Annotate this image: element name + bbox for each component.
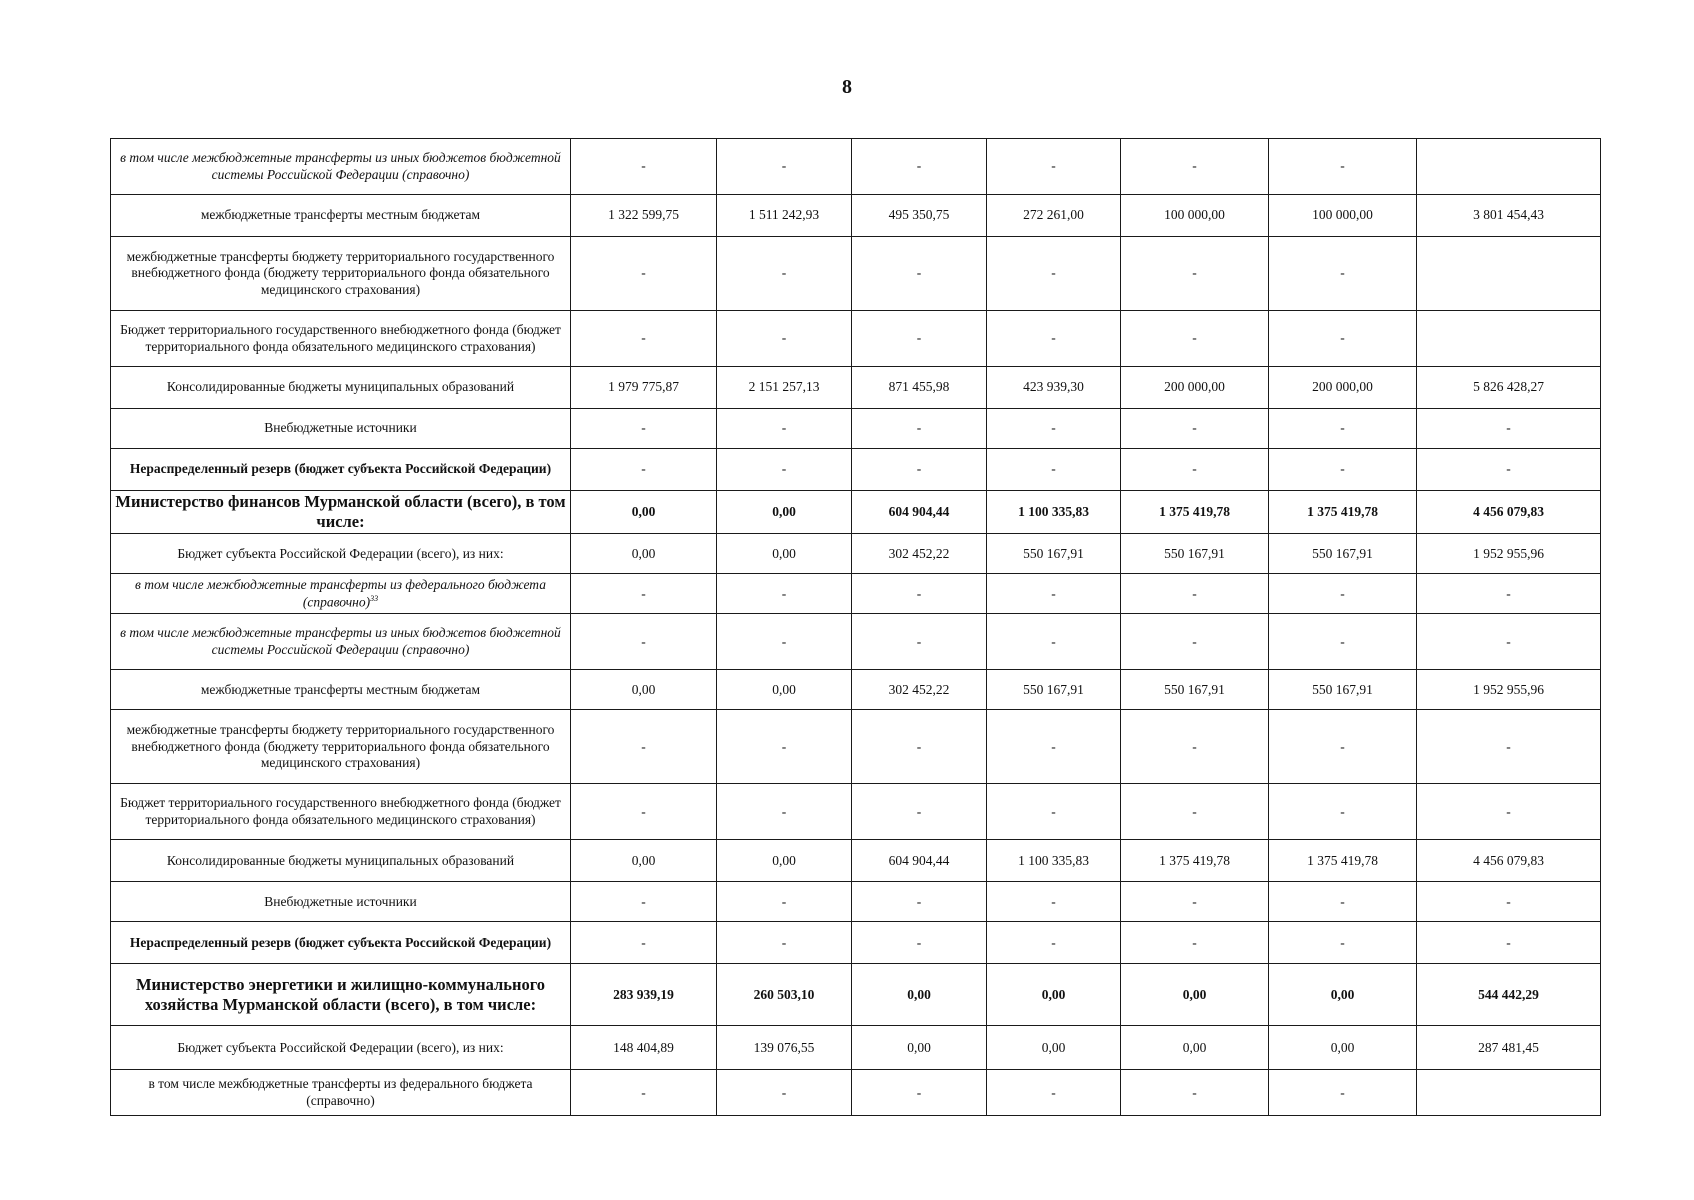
value-cell: - [571, 922, 717, 964]
value-cell: - [1269, 710, 1417, 784]
value-cell [1417, 139, 1601, 195]
row-label: межбюджетные трансферты бюджету территориального государственного внебюджетного фонда (бюджету территориального фонда обязательного медицинского страхования) [111, 237, 571, 311]
value-cell: - [852, 449, 987, 491]
table-row [111, 964, 1601, 1026]
value-cell: - [1121, 449, 1269, 491]
value-cell: - [717, 922, 852, 964]
value-cell: 100 000,00 [1269, 195, 1417, 237]
value-cell: - [571, 409, 717, 449]
row-label: Внебюджетные источники [111, 409, 571, 449]
value-cell: 0,00 [717, 534, 852, 574]
value-cell: - [1269, 449, 1417, 491]
value-cell: - [1417, 784, 1601, 840]
value-cell: 0,00 [852, 1026, 987, 1070]
table-row [111, 534, 1601, 574]
value-cell: - [852, 922, 987, 964]
value-cell: 100 000,00 [1121, 195, 1269, 237]
value-cell: - [1121, 574, 1269, 614]
table-row [111, 710, 1601, 784]
value-cell: - [1269, 139, 1417, 195]
value-cell: - [717, 784, 852, 840]
value-cell: 550 167,91 [987, 534, 1121, 574]
table-row [111, 195, 1601, 237]
value-cell: - [852, 1070, 987, 1116]
value-cell: - [717, 311, 852, 367]
page-number: 8 [842, 76, 852, 98]
row-label: Министерство финансов Мурманской области (всего), в том числе: [111, 491, 571, 534]
value-cell: - [1417, 409, 1601, 449]
row-label: Бюджет субъекта Российской Федерации (всего), из них: [111, 1026, 571, 1070]
value-cell: - [1121, 784, 1269, 840]
value-cell: 1 952 955,96 [1417, 670, 1601, 710]
value-cell: - [852, 710, 987, 784]
value-cell: 1 511 242,93 [717, 195, 852, 237]
table-row [111, 574, 1601, 614]
value-cell: - [987, 1070, 1121, 1116]
row-label: в том числе межбюджетные трансферты из федерального бюджета (справочно) [111, 1070, 571, 1116]
value-cell: 3 801 454,43 [1417, 195, 1601, 237]
value-cell: - [571, 784, 717, 840]
value-cell: 1 322 599,75 [571, 195, 717, 237]
value-cell: - [717, 449, 852, 491]
value-cell: - [987, 882, 1121, 922]
value-cell: - [1417, 922, 1601, 964]
value-cell: 0,00 [852, 964, 987, 1026]
value-cell: - [1269, 1070, 1417, 1116]
value-cell: - [717, 710, 852, 784]
value-cell: - [1269, 922, 1417, 964]
value-cell: 550 167,91 [1121, 670, 1269, 710]
value-cell: 200 000,00 [1269, 367, 1417, 409]
value-cell: - [717, 574, 852, 614]
value-cell: 604 904,44 [852, 491, 987, 534]
value-cell: - [1121, 311, 1269, 367]
value-cell: - [1121, 882, 1269, 922]
table-row [111, 784, 1601, 840]
value-cell: 1 375 419,78 [1269, 840, 1417, 882]
value-cell: 0,00 [571, 534, 717, 574]
value-cell: 0,00 [1269, 1026, 1417, 1070]
value-cell: 1 100 335,83 [987, 491, 1121, 534]
value-cell: - [1121, 922, 1269, 964]
value-cell: 1 979 775,87 [571, 367, 717, 409]
table-row [111, 1070, 1601, 1116]
table-row [111, 237, 1601, 311]
value-cell: - [987, 574, 1121, 614]
row-label: Нераспределенный резерв (бюджет субъекта Российской Федерации) [111, 449, 571, 491]
value-cell: 2 151 257,13 [717, 367, 852, 409]
value-cell: - [852, 574, 987, 614]
table-row [111, 491, 1601, 534]
value-cell: - [571, 139, 717, 195]
value-cell: 0,00 [717, 491, 852, 534]
value-cell: - [1121, 409, 1269, 449]
value-cell: - [1269, 409, 1417, 449]
value-cell: - [1269, 574, 1417, 614]
value-cell: 283 939,19 [571, 964, 717, 1026]
value-cell: - [571, 574, 717, 614]
value-cell [1417, 311, 1601, 367]
value-cell: - [571, 882, 717, 922]
table-row [111, 882, 1601, 922]
value-cell: - [571, 449, 717, 491]
value-cell: - [571, 710, 717, 784]
row-label: в том числе межбюджетные трансферты из иных бюджетов бюджетной системы Российской Федерации (справочно) [111, 614, 571, 670]
value-cell [1417, 1070, 1601, 1116]
row-label: Министерство энергетики и жилищно-коммунального хозяйства Мурманской области (всего), в том числе: [111, 964, 571, 1026]
value-cell: 550 167,91 [1269, 534, 1417, 574]
value-cell: - [1121, 139, 1269, 195]
value-cell: - [852, 614, 987, 670]
value-cell: 148 404,89 [571, 1026, 717, 1070]
row-label: Бюджет территориального государственного внебюджетного фонда (бюджет территориального фонда обязательного медицинского страхования) [111, 311, 571, 367]
value-cell: 0,00 [1121, 1026, 1269, 1070]
budget-table [110, 138, 1601, 1116]
budget-table-body [111, 139, 1601, 1116]
value-cell: 871 455,98 [852, 367, 987, 409]
table-row [111, 614, 1601, 670]
value-cell: - [852, 237, 987, 311]
value-cell: - [717, 614, 852, 670]
value-cell: 200 000,00 [1121, 367, 1269, 409]
value-cell: 4 456 079,83 [1417, 840, 1601, 882]
row-label: Консолидированные бюджеты муниципальных образований [111, 367, 571, 409]
table-row [111, 922, 1601, 964]
value-cell: 423 939,30 [987, 367, 1121, 409]
value-cell: 495 350,75 [852, 195, 987, 237]
row-label: Внебюджетные источники [111, 882, 571, 922]
footnote-marker: 33 [370, 593, 379, 603]
value-cell: - [987, 449, 1121, 491]
value-cell: 287 481,45 [1417, 1026, 1601, 1070]
value-cell: - [1417, 710, 1601, 784]
value-cell: 1 375 419,78 [1269, 491, 1417, 534]
value-cell: - [717, 237, 852, 311]
value-cell: 0,00 [571, 840, 717, 882]
value-cell: - [1269, 237, 1417, 311]
value-cell: - [852, 139, 987, 195]
row-label: Бюджет территориального государственного внебюджетного фонда (бюджет территориального фонда обязательного медицинского страхования) [111, 784, 571, 840]
value-cell: 0,00 [987, 1026, 1121, 1070]
table-row [111, 409, 1601, 449]
value-cell: - [1121, 614, 1269, 670]
value-cell: - [987, 139, 1121, 195]
value-cell: 0,00 [717, 670, 852, 710]
row-label: межбюджетные трансферты местным бюджетам [111, 670, 571, 710]
value-cell: 302 452,22 [852, 670, 987, 710]
table-row [111, 311, 1601, 367]
value-cell: - [987, 710, 1121, 784]
value-cell: - [987, 784, 1121, 840]
value-cell: - [852, 784, 987, 840]
value-cell: - [1269, 311, 1417, 367]
value-cell [1417, 237, 1601, 311]
value-cell: - [1417, 449, 1601, 491]
value-cell: - [852, 409, 987, 449]
table-row [111, 840, 1601, 882]
value-cell: 604 904,44 [852, 840, 987, 882]
value-cell: 302 452,22 [852, 534, 987, 574]
row-label: в том числе межбюджетные трансферты из иных бюджетов бюджетной системы Российской Федерации (справочно) [111, 139, 571, 195]
value-cell: - [1121, 710, 1269, 784]
value-cell: - [717, 139, 852, 195]
row-label: Нераспределенный резерв (бюджет субъекта Российской Федерации) [111, 922, 571, 964]
value-cell: 0,00 [571, 670, 717, 710]
value-cell: - [717, 882, 852, 922]
value-cell: 550 167,91 [987, 670, 1121, 710]
value-cell: 0,00 [717, 840, 852, 882]
row-label: Бюджет субъекта Российской Федерации (всего), из них: [111, 534, 571, 574]
row-label: в том числе межбюджетные трансферты из федерального бюджета (справочно)$^{33}$ [111, 574, 571, 614]
value-cell: - [571, 237, 717, 311]
value-cell: - [987, 409, 1121, 449]
value-cell: 139 076,55 [717, 1026, 852, 1070]
value-cell: - [717, 1070, 852, 1116]
value-cell: 272 261,00 [987, 195, 1121, 237]
row-label: Консолидированные бюджеты муниципальных образований [111, 840, 571, 882]
value-cell: 260 503,10 [717, 964, 852, 1026]
value-cell: 544 442,29 [1417, 964, 1601, 1026]
value-cell: - [987, 311, 1121, 367]
value-cell: - [1417, 574, 1601, 614]
value-cell: - [987, 237, 1121, 311]
value-cell: - [1417, 614, 1601, 670]
row-label: межбюджетные трансферты бюджету территориального государственного внебюджетного фонда (бюджету территориального фонда обязательного медицинского страхования) [111, 710, 571, 784]
value-cell: 1 375 419,78 [1121, 491, 1269, 534]
value-cell: 0,00 [1121, 964, 1269, 1026]
value-cell: - [852, 311, 987, 367]
value-cell: - [571, 614, 717, 670]
value-cell: - [571, 311, 717, 367]
table-row [111, 449, 1601, 491]
value-cell: - [571, 1070, 717, 1116]
value-cell: - [987, 922, 1121, 964]
value-cell: 5 826 428,27 [1417, 367, 1601, 409]
value-cell: - [1417, 882, 1601, 922]
value-cell: - [1121, 237, 1269, 311]
table-row [111, 670, 1601, 710]
value-cell: 1 952 955,96 [1417, 534, 1601, 574]
value-cell: 1 100 335,83 [987, 840, 1121, 882]
value-cell: 1 375 419,78 [1121, 840, 1269, 882]
value-cell: - [1269, 882, 1417, 922]
value-cell: - [1121, 1070, 1269, 1116]
value-cell: - [1269, 784, 1417, 840]
value-cell: 550 167,91 [1269, 670, 1417, 710]
value-cell: 0,00 [571, 491, 717, 534]
value-cell: - [717, 409, 852, 449]
value-cell: 4 456 079,83 [1417, 491, 1601, 534]
value-cell: 550 167,91 [1121, 534, 1269, 574]
row-label: межбюджетные трансферты местным бюджетам [111, 195, 571, 237]
value-cell: - [852, 882, 987, 922]
table-row [111, 367, 1601, 409]
value-cell: - [987, 614, 1121, 670]
value-cell: 0,00 [1269, 964, 1417, 1026]
value-cell: - [1269, 614, 1417, 670]
value-cell: 0,00 [987, 964, 1121, 1026]
table-row [111, 1026, 1601, 1070]
table-row [111, 139, 1601, 195]
